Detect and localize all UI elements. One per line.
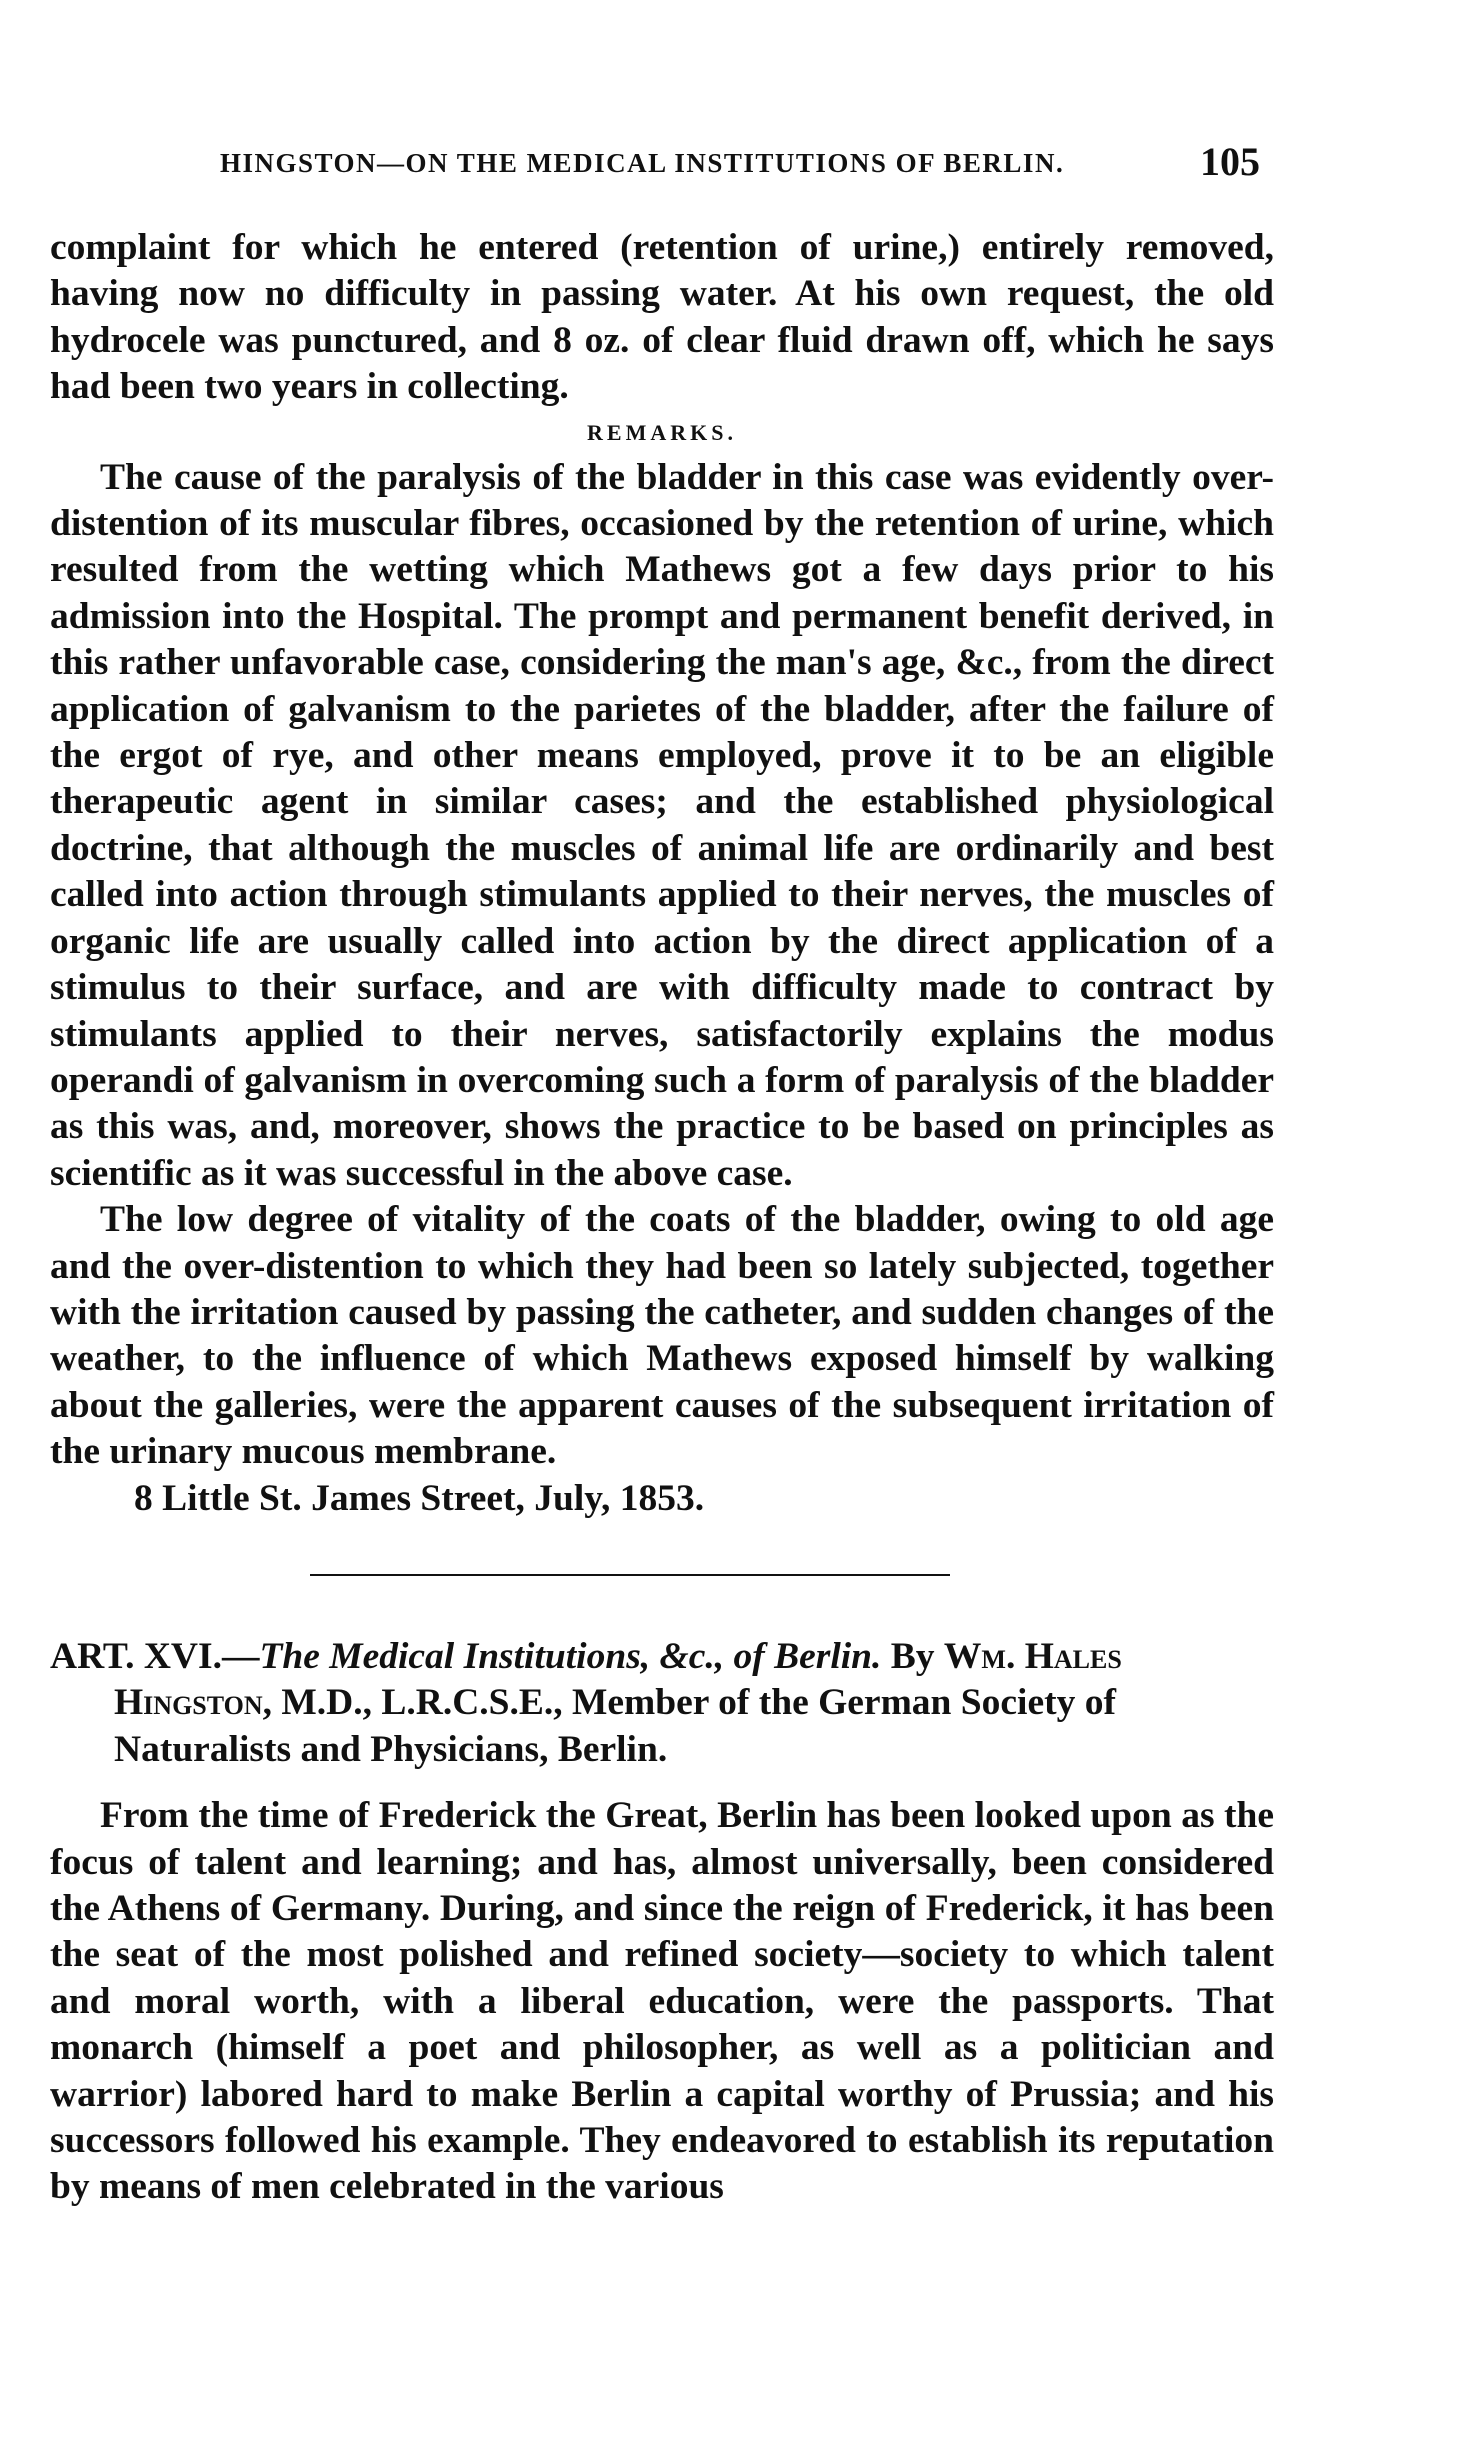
article-by: By <box>881 1635 944 1677</box>
paragraph-remarks-1: The cause of the paralysis of the bladder in this case was evidently over-distention of its muscular fibres, occasioned by the retention of urine, which resulted from the wetting which Mathews got a few days prior to his admission into the Hospital. The prompt and permanent benefit derived, in this rather unfavorable case, considering the man's age, &c., from the direct application of galvanism to the parietes of the bladder, after the failure of the ergot of rye, and other means employed, prove it to be an eligible therapeutic agent in similar cases; and the established physiological doctrine, that although the muscles of animal life are ordinarily and best called into action through stimulants applied to their nerves, the muscles of organic life are usually called into action by the direct application of a stimulus to their surface, and are with difficulty made to contract by stimulants applied to their nerves, satisfactorily explains the modus operandi of galvanism in overcoming such a form of paralysis of the bladder as this was, and, moreover, shows the practice to be based on principles as scientific as it was successful in the above case. <box>50 456 1274 1194</box>
running-head <box>50 138 1270 198</box>
article-credentials: , M.D., L.R.C.S.E., Member of the German Society of Naturalists and Physicians, Berlin. <box>114 1682 1116 1770</box>
article-author: Wm. Hales Hingston <box>114 1635 1122 1724</box>
article-number: ART. XVI.— <box>50 1635 260 1677</box>
dateline: 8 Little St. James Street, July, 1853. <box>134 1477 705 1519</box>
article-heading <box>50 1634 1274 1773</box>
article-body: From the time of Frederick the Great, Berlin has been looked upon as the focus of talent and learning; and has, almost universally, been considered the Athens of Germany. During, and since the reign of Frederick, it has been the seat of the most polished and refined society—society to which talent and moral worth, with a liberal education, were the passports. That monarch (himself a poet and philosopher, as well as a politician and warrior) labored hard to make Berlin a capital worthy of Prussia; and his successors followed his example. They endeavored to establish its reputation by means of men celebrated in the various <box>50 1795 1274 2208</box>
running-title: HINGSTON—ON THE MEDICAL INSTITUTIONS OF BERLIN. <box>220 148 1065 178</box>
paragraph-continuation: complaint for which he entered (retention of urine,) entirely removed, having now no difficulty in passing water. At his own request, the old hydrocele was punctured, and 8 oz. of clear fluid drawn off, which he says had been two years in collecting. <box>50 227 1274 408</box>
section-divider <box>310 1574 950 1576</box>
page-number: 105 <box>1200 139 1260 184</box>
paragraph-remarks-2: The low degree of vitality of the coats of the bladder, owing to old age and the over-distention to which they had been so lately subjected, together with the irritation caused by passing the catheter, and sudden changes of the weather, to the influence of which Mathews exposed himself by walking about the galleries, were the apparent causes of the subsequent irritation of the urinary mucous membrane. <box>50 1199 1274 1473</box>
body-text <box>50 225 1274 2211</box>
article-title: The Medical Institutions, &c., of Berlin. <box>259 1635 882 1677</box>
remarks-heading: REMARKS. <box>587 419 737 445</box>
